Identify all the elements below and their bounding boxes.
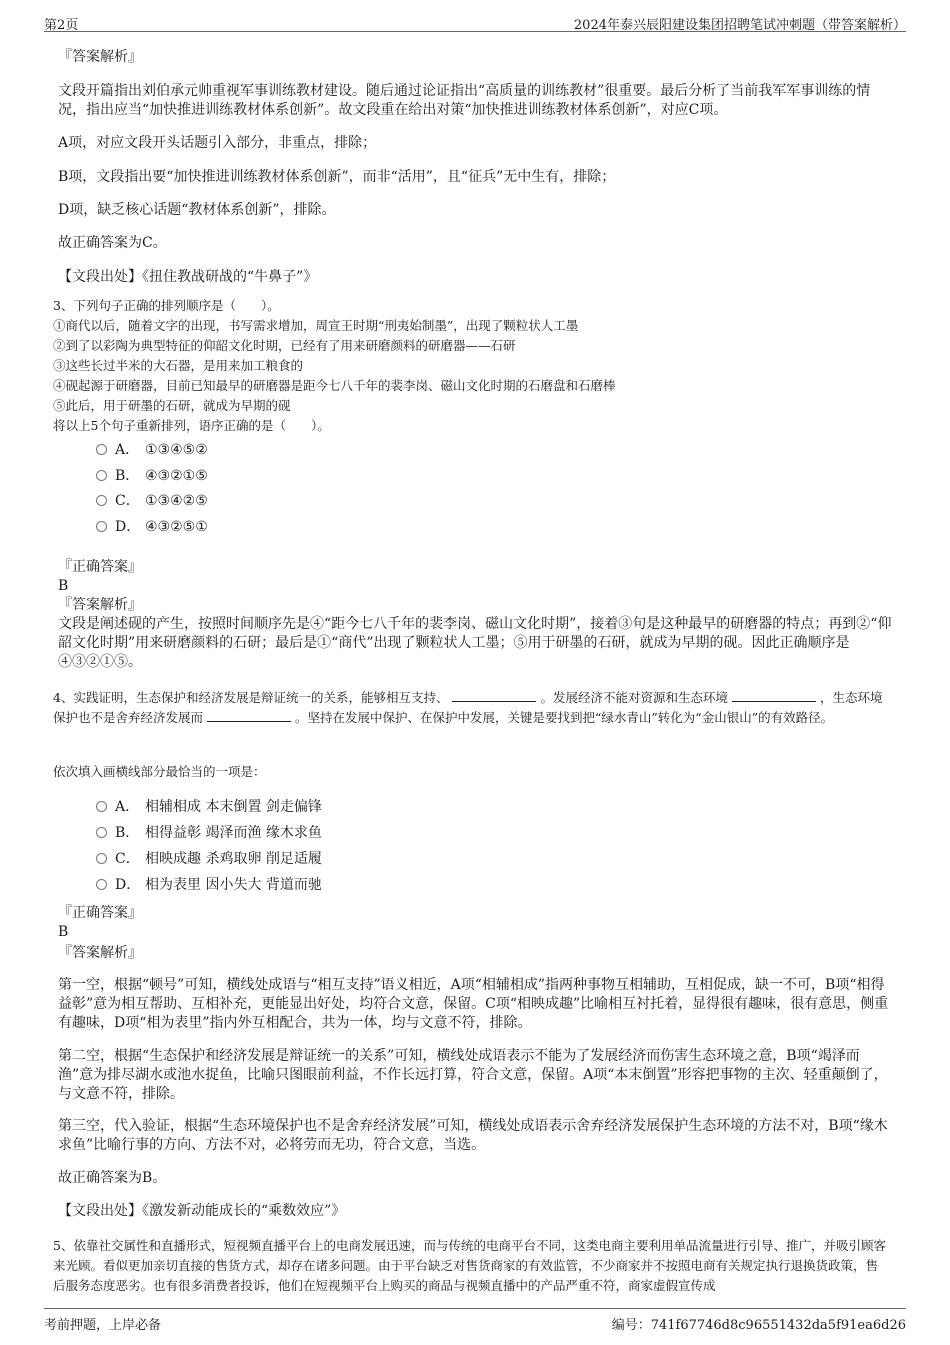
q3-analysis: 文段是阐述砚的产生，按照时间顺序先是④“距今七八千年的裴李岗、磁山文化时期”，接着③句是这种最早的研磨器的特点；再到②“仰韶文化时期”用来研磨颜料的石研；最后是①“商代”出现了颗粒状人工墨；⑤用于研墨的石研，就成为早期的砚。因此正确顺序是④③②①⑤。 [58, 616, 892, 670]
q4-answer: B [58, 924, 69, 940]
q3-stem: 3、下列句子正确的排列顺序是（ ）。 [53, 298, 280, 313]
footer-code: 编号：741f67746d8c96551432da5f91ea6d26 [611, 1318, 906, 1333]
radio-icon[interactable] [96, 444, 107, 455]
q2-conclusion: 故正确答案为C。 [58, 235, 167, 251]
header-divider [44, 31, 906, 32]
radio-icon[interactable] [96, 521, 107, 532]
q3-instruction: 将以上5个句子重新排列，语序正确的是（ ）。 [53, 418, 330, 433]
footer-slogan: 考前押题，上岸必备 [44, 1318, 162, 1333]
q4-option-c[interactable]: C． 相映成趣 杀鸡取卵 削足适履 [96, 849, 322, 869]
document-title: 2024年泰兴辰阳建设集团招聘笔试冲刺题（带答案解析） [573, 18, 906, 33]
q3-sentence-2: ②到了以彩陶为典型特征的仰韶文化时期，已经有了用来研磨颜料的研磨器——石研 [53, 338, 516, 353]
q4-conclusion: 故正确答案为B。 [58, 1170, 167, 1186]
q2-analysis-option-d: D项，缺乏核心话题“教材体系创新”，排除。 [58, 202, 336, 218]
blank-1 [452, 689, 536, 702]
q2-analysis-option-a: A项，对应文段开头话题引入部分，非重点，排除； [58, 135, 377, 151]
radio-icon[interactable] [96, 879, 107, 890]
q3-sentence-4: ④砚起源于研磨器，目前已知最早的研磨器是距今七八千年的裴李岗、磁山文化时期的石磨盘和石磨棒 [53, 378, 616, 393]
q4-analysis-3: 第三空，代入验证，根据“生态环境保护也不是舍弃经济发展”可知，横线处成语表示舍弃经济发展保护生态环境的方法不对，B项“缘木求鱼”比喻行事的方向、方法不对，必将劳而无功，符合文意，当选。 [58, 1118, 888, 1153]
q3-answer-block [58, 558, 892, 672]
radio-icon[interactable] [96, 801, 107, 812]
q4-option-d[interactable]: D． 相为表里 因小失大 背道而驰 [96, 875, 322, 895]
page-header [0, 0, 950, 34]
q3-option-d[interactable]: D． ④③②⑤① [96, 517, 208, 537]
page-footer [0, 1304, 950, 1344]
q4-option-b[interactable]: B． 相得益彰 竭泽而渔 缘木求鱼 [96, 823, 322, 843]
q3-sentence-5: ⑤此后，用于研墨的石研，就成为早期的砚 [53, 398, 291, 413]
q3-analysis-label: 『答案解析』 [58, 597, 142, 613]
q2-source: 【文段出处】《扭住教战研战的“牛鼻子”》 [58, 269, 318, 285]
radio-icon[interactable] [96, 495, 107, 506]
radio-icon[interactable] [96, 853, 107, 864]
radio-icon[interactable] [96, 470, 107, 481]
q4-analysis-1: 第一空，根据“顿号”可知，横线处成语与“相互支持”语义相近，A项“相辅相成”指两种事物互相辅助，互相促成，缺一不可，B项“相得益彰”意为相互帮助、互相补充，更能显出好处，均符合文意，保留。C项“相映成趣”比喻相互衬托着，显得很有趣味，很有意思，侧重有趣味，D项“相为表里”指内外互相配合，共为一体，均与文意不符，排除。 [58, 977, 889, 1031]
q3-block [53, 296, 887, 436]
q4-answer-label: 『正确答案』 [58, 905, 142, 921]
radio-icon[interactable] [96, 827, 107, 838]
q3-option-c[interactable]: C． ①③④②⑤ [96, 491, 208, 511]
q3-option-a[interactable]: A． ①③④⑤② [96, 440, 208, 460]
q3-answer: B [58, 578, 69, 594]
q2-analysis-label: 『答案解析』 [58, 49, 142, 65]
q3-sentence-1: ①商代以后，随着文字的出现，书写需求增加，周宣王时期“刑夷始制墨”，出现了颗粒状人工墨 [53, 318, 579, 333]
q4-analysis-label: 『答案解析』 [58, 945, 142, 961]
q4-instruction: 依次填入画横线部分最恰当的一项是： [53, 764, 266, 779]
blank-3 [207, 709, 291, 722]
q2-analysis-paragraph: 文段开篇指出刘伯承元帅重视军事训练教材建设。随后通过论证指出“高质量的训练教材”很重要。最后分析了当前我军军事训练的情况，指出应当“加快推进训练教材体系创新”。故文段重在给出对策“加快推进训练教材体系创新”，对应C项。 [58, 83, 871, 118]
q4-source: 【文段出处】《激发新动能成长的“乘数效应”》 [58, 1203, 346, 1219]
q4-analysis-2: 第二空，根据“生态保护和经济发展是辩证统一的关系”可知，横线处成语表示不能为了发展经济而伤害生态环境之意，B项“竭泽而渔”意为排尽湖水或池水捉鱼，比喻只图眼前利益，不作长远打算，符合文意，保留。A项“本末倒置”形容把事物的主次、轻重颠倒了，与文意不符，排除。 [58, 1048, 888, 1102]
footer-divider [44, 1308, 906, 1309]
q4-option-a[interactable]: A． 相辅相成 本末倒置 剑走偏锋 [96, 797, 322, 817]
blank-2 [732, 689, 816, 702]
page-number: 第2页 [44, 18, 79, 33]
q2-analysis-option-b: B项，文段指出要“加快推进训练教材体系创新”，而非“活用”，且“征兵”无中生有，排除； [58, 169, 616, 185]
q5-stem: 5、依靠社交属性和直播形式，短视频直播平台上的电商发展迅速，而与传统的电商平台不同，这类电商主要利用单品流量进行引导、推广，并吸引顾客来光顾。看似更加亲切直接的售货方式，却存在诸多问题。由于平台缺乏对售货商家的有效监管，不少商家并不按照电商有关规定执行退换货政策，售后服务态度恶劣。也有很多消费者投诉，他们在短视频平台上购买的商品与视频直播中的产品严重不符，商家虚假宣传成 [53, 1238, 886, 1293]
q3-answer-label: 『正确答案』 [58, 559, 142, 575]
q4-answer-block [58, 904, 892, 942]
q3-option-b[interactable]: B． ④③②①⑤ [96, 466, 208, 486]
q4-stem: 4、实践证明，生态保护和经济发展是辩证统一的关系，能够相互支持、 。发展经济不能对资源和生态环境 ，生态环境保护也不是舍弃经济发展而 。坚持在发展中保护、在保护中发展，关键是要找到把“绿水青山”转化为“金山银山”的有效路径。 [53, 690, 883, 725]
q3-sentence-3: ③这些长过半米的大石器，是用来加工粮食的 [53, 358, 304, 373]
